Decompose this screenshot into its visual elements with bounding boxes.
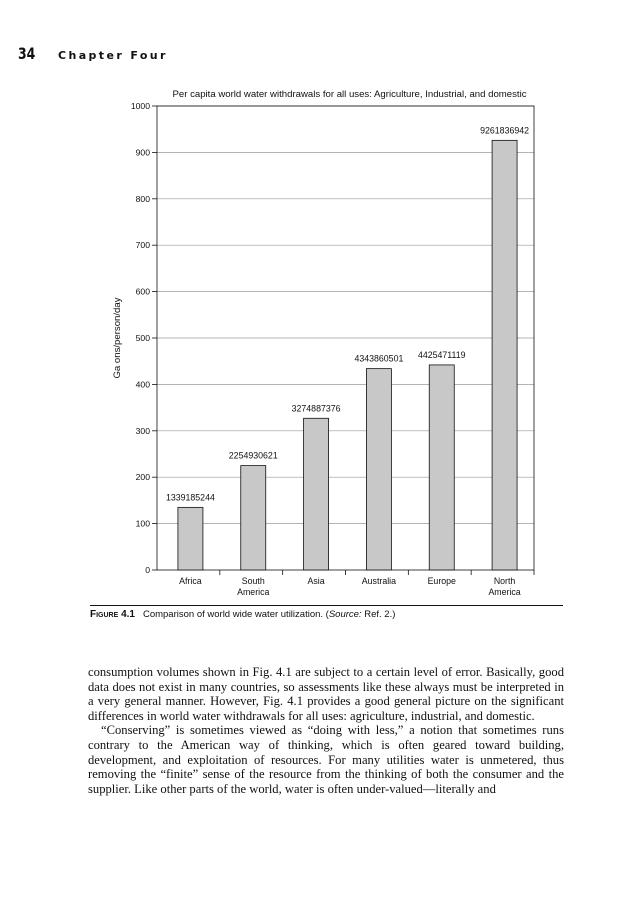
figure-number: 4.1 — [121, 609, 135, 620]
x-tick-label: Africa — [179, 576, 202, 586]
y-tick-label: 600 — [135, 286, 150, 297]
page-number: 34 — [18, 44, 36, 63]
data-label: 2254930621 — [228, 450, 278, 461]
figure-label — [90, 609, 135, 620]
caption-rule — [90, 605, 563, 606]
data-label: 4425471119 — [417, 349, 466, 360]
data-label: 4343860501 — [354, 353, 404, 364]
y-tick-label: 200 — [135, 472, 150, 483]
paragraph-1: consumption volumes shown in Fig. 4.1 are subject to a certain level of error. Basically, good data does not exist in many countries, so assessments like these always must be interpreted in a very general manner. However, Fig. 4.1 provides a good general picture on the significant differences in world water withdrawals for all uses: agriculture, industrial, and domestic. — [88, 665, 564, 723]
y-tick-label: 800 — [135, 193, 150, 204]
data-label: 3274887376 — [291, 403, 341, 414]
y-tick-label: 0 — [145, 565, 150, 575]
y-tick-label: 300 — [135, 425, 150, 436]
x-tick-label: Australia — [361, 576, 397, 586]
x-tick-label: America — [237, 587, 270, 597]
y-tick-label: 1000 — [130, 101, 150, 111]
paragraph-2: “Conserving” is sometimes viewed as “doing with less,” a notion that sometimes runs contrary to the American way of thinking, which is often geared toward building, development, and exploitation of resources. For many utilities water is unmetered, thus removing the “finite” sense of the resource from the thinking of both the consumer and the supplier. Like other parts of the world, water is often under-valued—literally and — [88, 723, 564, 796]
chart-title: Per capita world water withdrawals for all uses: Agriculture, Industrial, and domestic — [172, 89, 527, 100]
figure-caption — [90, 609, 395, 620]
y-axis-label: Ga ons/person/day — [112, 297, 123, 379]
bar — [492, 140, 517, 570]
x-tick-label: North — [493, 576, 516, 586]
bar — [304, 418, 329, 570]
y-tick-label: 400 — [135, 379, 150, 390]
figure-label-word: Figure — [90, 609, 119, 620]
x-tick-label: South — [241, 576, 265, 586]
y-tick-label: 900 — [135, 147, 150, 158]
y-tick-label: 500 — [135, 333, 150, 343]
x-tick-label: Europe — [427, 576, 456, 586]
x-tick-label: America — [488, 587, 521, 597]
bar — [241, 466, 266, 570]
bar — [366, 369, 391, 570]
caption-text: Comparison of world wide water utilization. ( — [142, 609, 329, 620]
x-tick-label: Asia — [307, 576, 325, 586]
caption-reference: Ref. 2.) — [361, 609, 396, 620]
data-label: 9261836942 — [480, 125, 530, 136]
bar — [178, 507, 203, 570]
caption-source-word: Source: — [328, 609, 362, 620]
chapter-title: Chapter Four — [58, 49, 168, 62]
bar — [429, 365, 454, 570]
y-tick-label: 100 — [135, 518, 150, 529]
body-text — [88, 665, 564, 796]
y-tick-label: 700 — [135, 240, 150, 251]
data-label: 1339185244 — [165, 492, 215, 503]
